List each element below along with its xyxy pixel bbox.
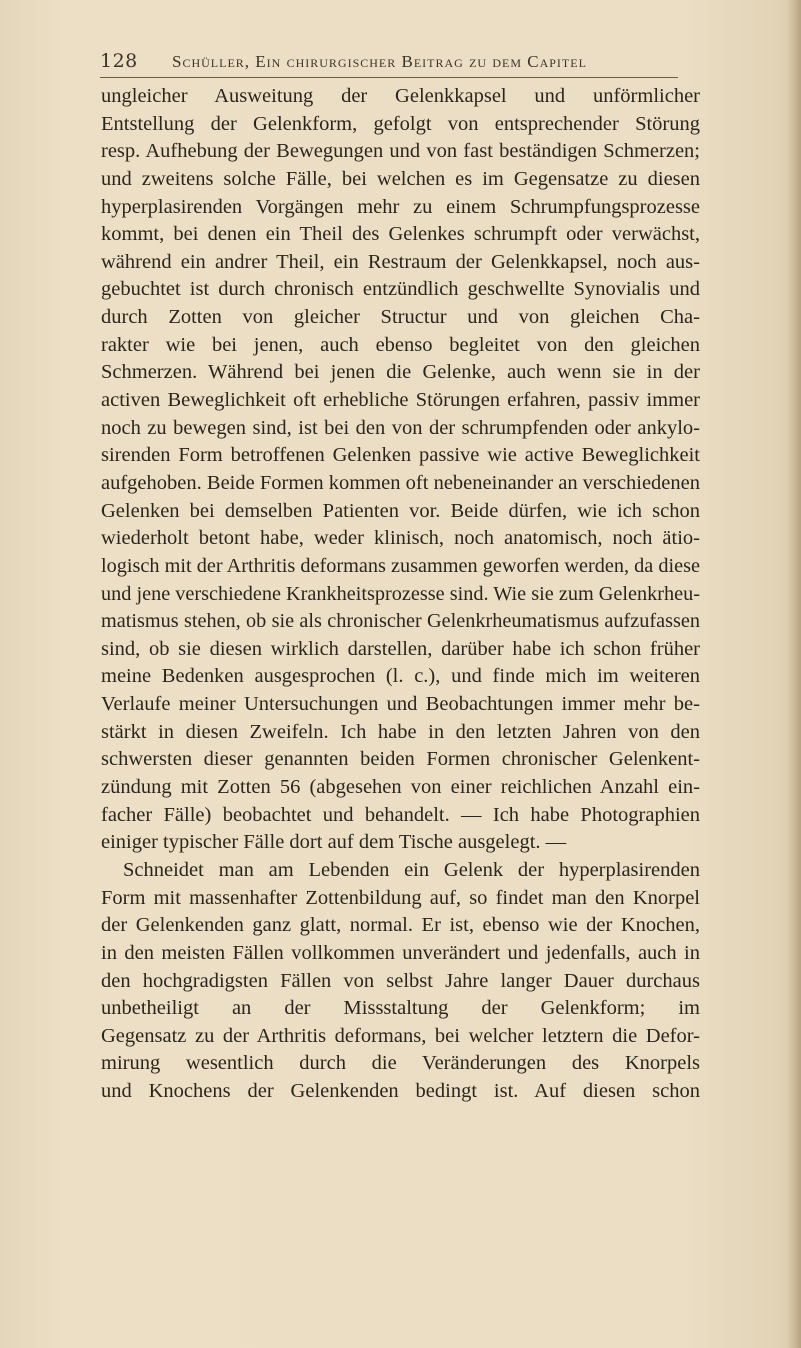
body-text (101, 83, 700, 1106)
text-line: während ein andrer Theil, ein Restraum der Gelenkkapsel, noch aus- (101, 250, 700, 273)
page-edge-shadow (787, 0, 801, 1348)
text-line: ungleicher Ausweitung der Gelenkkapsel und unförmlicher (101, 85, 700, 107)
text-line: mirung wesentlich durch die Veränderungen des Knorpels (101, 1052, 700, 1075)
text-line: wiederholt betont habe, weder klinisch, noch anatomisch, noch ätio- (101, 527, 700, 550)
text-line: hyperplasirenden Vorgängen mehr zu einem Schrumpfungsprozesse (101, 195, 700, 218)
text-line: einiger typischer Fälle dort auf dem Tische ausgelegt. — (101, 831, 567, 854)
text-line: sirenden Form betroffenen Gelenken passive wie active Beweglichkeit (101, 444, 700, 467)
text-line: Gegensatz zu der Arthritis deformans, bei welcher letztern die Defor- (101, 1024, 700, 1047)
text-line: activen Beweglichkeit oft erhebliche Störungen erfahren, passiv immer (101, 389, 700, 412)
text-line: Schmerzen. Während bei jenen die Gelenke, auch wenn sie in der (101, 361, 700, 384)
text-line: Entstellung der Gelenkform, gefolgt von entsprechender Störung (101, 112, 700, 135)
text-line: Gelenken bei demselben Patienten vor. Beide dürfen, wie ich schon (101, 499, 700, 522)
text-line: aufgehoben. Beide Formen kommen oft nebeneinander an verschiedenen (101, 471, 700, 494)
text-line: resp. Aufhebung der Bewegungen und von fast beständigen Schmerzen; (101, 140, 700, 163)
text-line: und Knochens der Gelenkenden bedingt ist. Auf diesen schon (101, 1080, 700, 1103)
text-line: logisch mit der Arthritis deformans zusammen geworfen werden, da diese (101, 554, 700, 577)
text-line: der Gelenkenden ganz glatt, normal. Er ist, ebenso wie der Knochen, (101, 914, 700, 937)
text-line: meine Bedenken ausgesprochen (l. c.), und finde mich im weiteren (101, 665, 700, 688)
text-line: und jene verschiedene Krankheitsprozesse sind. Wie sie zum Gelenkrheu- (101, 582, 700, 605)
text-line: den hochgradigsten Fällen von selbst Jahre langer Dauer durchaus (101, 969, 700, 992)
text-line: facher Fälle) beobachtet und behandelt. — Ich habe Photographien (101, 803, 700, 826)
text-line: rakter wie bei jenen, auch ebenso begleitet von den gleichen (101, 333, 700, 356)
page-header (100, 50, 700, 76)
text-line: in den meisten Fällen vollkommen unverändert und jedenfalls, auch in (101, 941, 700, 964)
header-rule (100, 77, 678, 78)
text-line: kommt, bei denen ein Theil des Gelenkes schrumpft oder verwächst, (101, 223, 700, 246)
page-number: 128 (100, 50, 138, 72)
text-line: unbetheiligt an der Missstaltung der Gelenkform; im (101, 997, 700, 1020)
text-line: durch Zotten von gleicher Structur und von gleichen Cha- (101, 306, 700, 329)
text-line: stärkt in diesen Zweifeln. Ich habe in den letzten Jahren von den (101, 720, 700, 743)
text-line: und zweitens solche Fälle, bei welchen es im Gegensatze zu diesen (101, 167, 700, 190)
text-line: gebuchtet ist durch chronisch entzündlich geschwellte Synovialis und (101, 278, 700, 301)
text-line: noch zu bewegen sind, ist bei den von der schrumpfenden oder ankylo- (101, 416, 700, 439)
text-line: zündung mit Zotten 56 (abgesehen von einer reichlichen Anzahl ein- (101, 776, 700, 799)
running-head: Schüller, Ein chirurgischer Beitrag zu dem Capitel (172, 52, 587, 71)
text-line: Form mit massenhafter Zottenbildung auf, so findet man den Knorpel (101, 886, 700, 909)
text-line: Verlaufe meiner Untersuchungen und Beobachtungen immer mehr be- (101, 693, 700, 716)
text-line: sind, ob sie diesen wirklich darstellen, darüber habe ich schon früher (101, 637, 700, 660)
text-line: schwersten dieser genannten beiden Formen chronischer Gelenkent- (101, 748, 700, 771)
text-line: matismus stehen, ob sie als chronischer Gelenkrheumatismus aufzufassen (101, 610, 700, 633)
text-line: Schneidet man am Lebenden ein Gelenk der hyperplasirenden (123, 858, 700, 881)
